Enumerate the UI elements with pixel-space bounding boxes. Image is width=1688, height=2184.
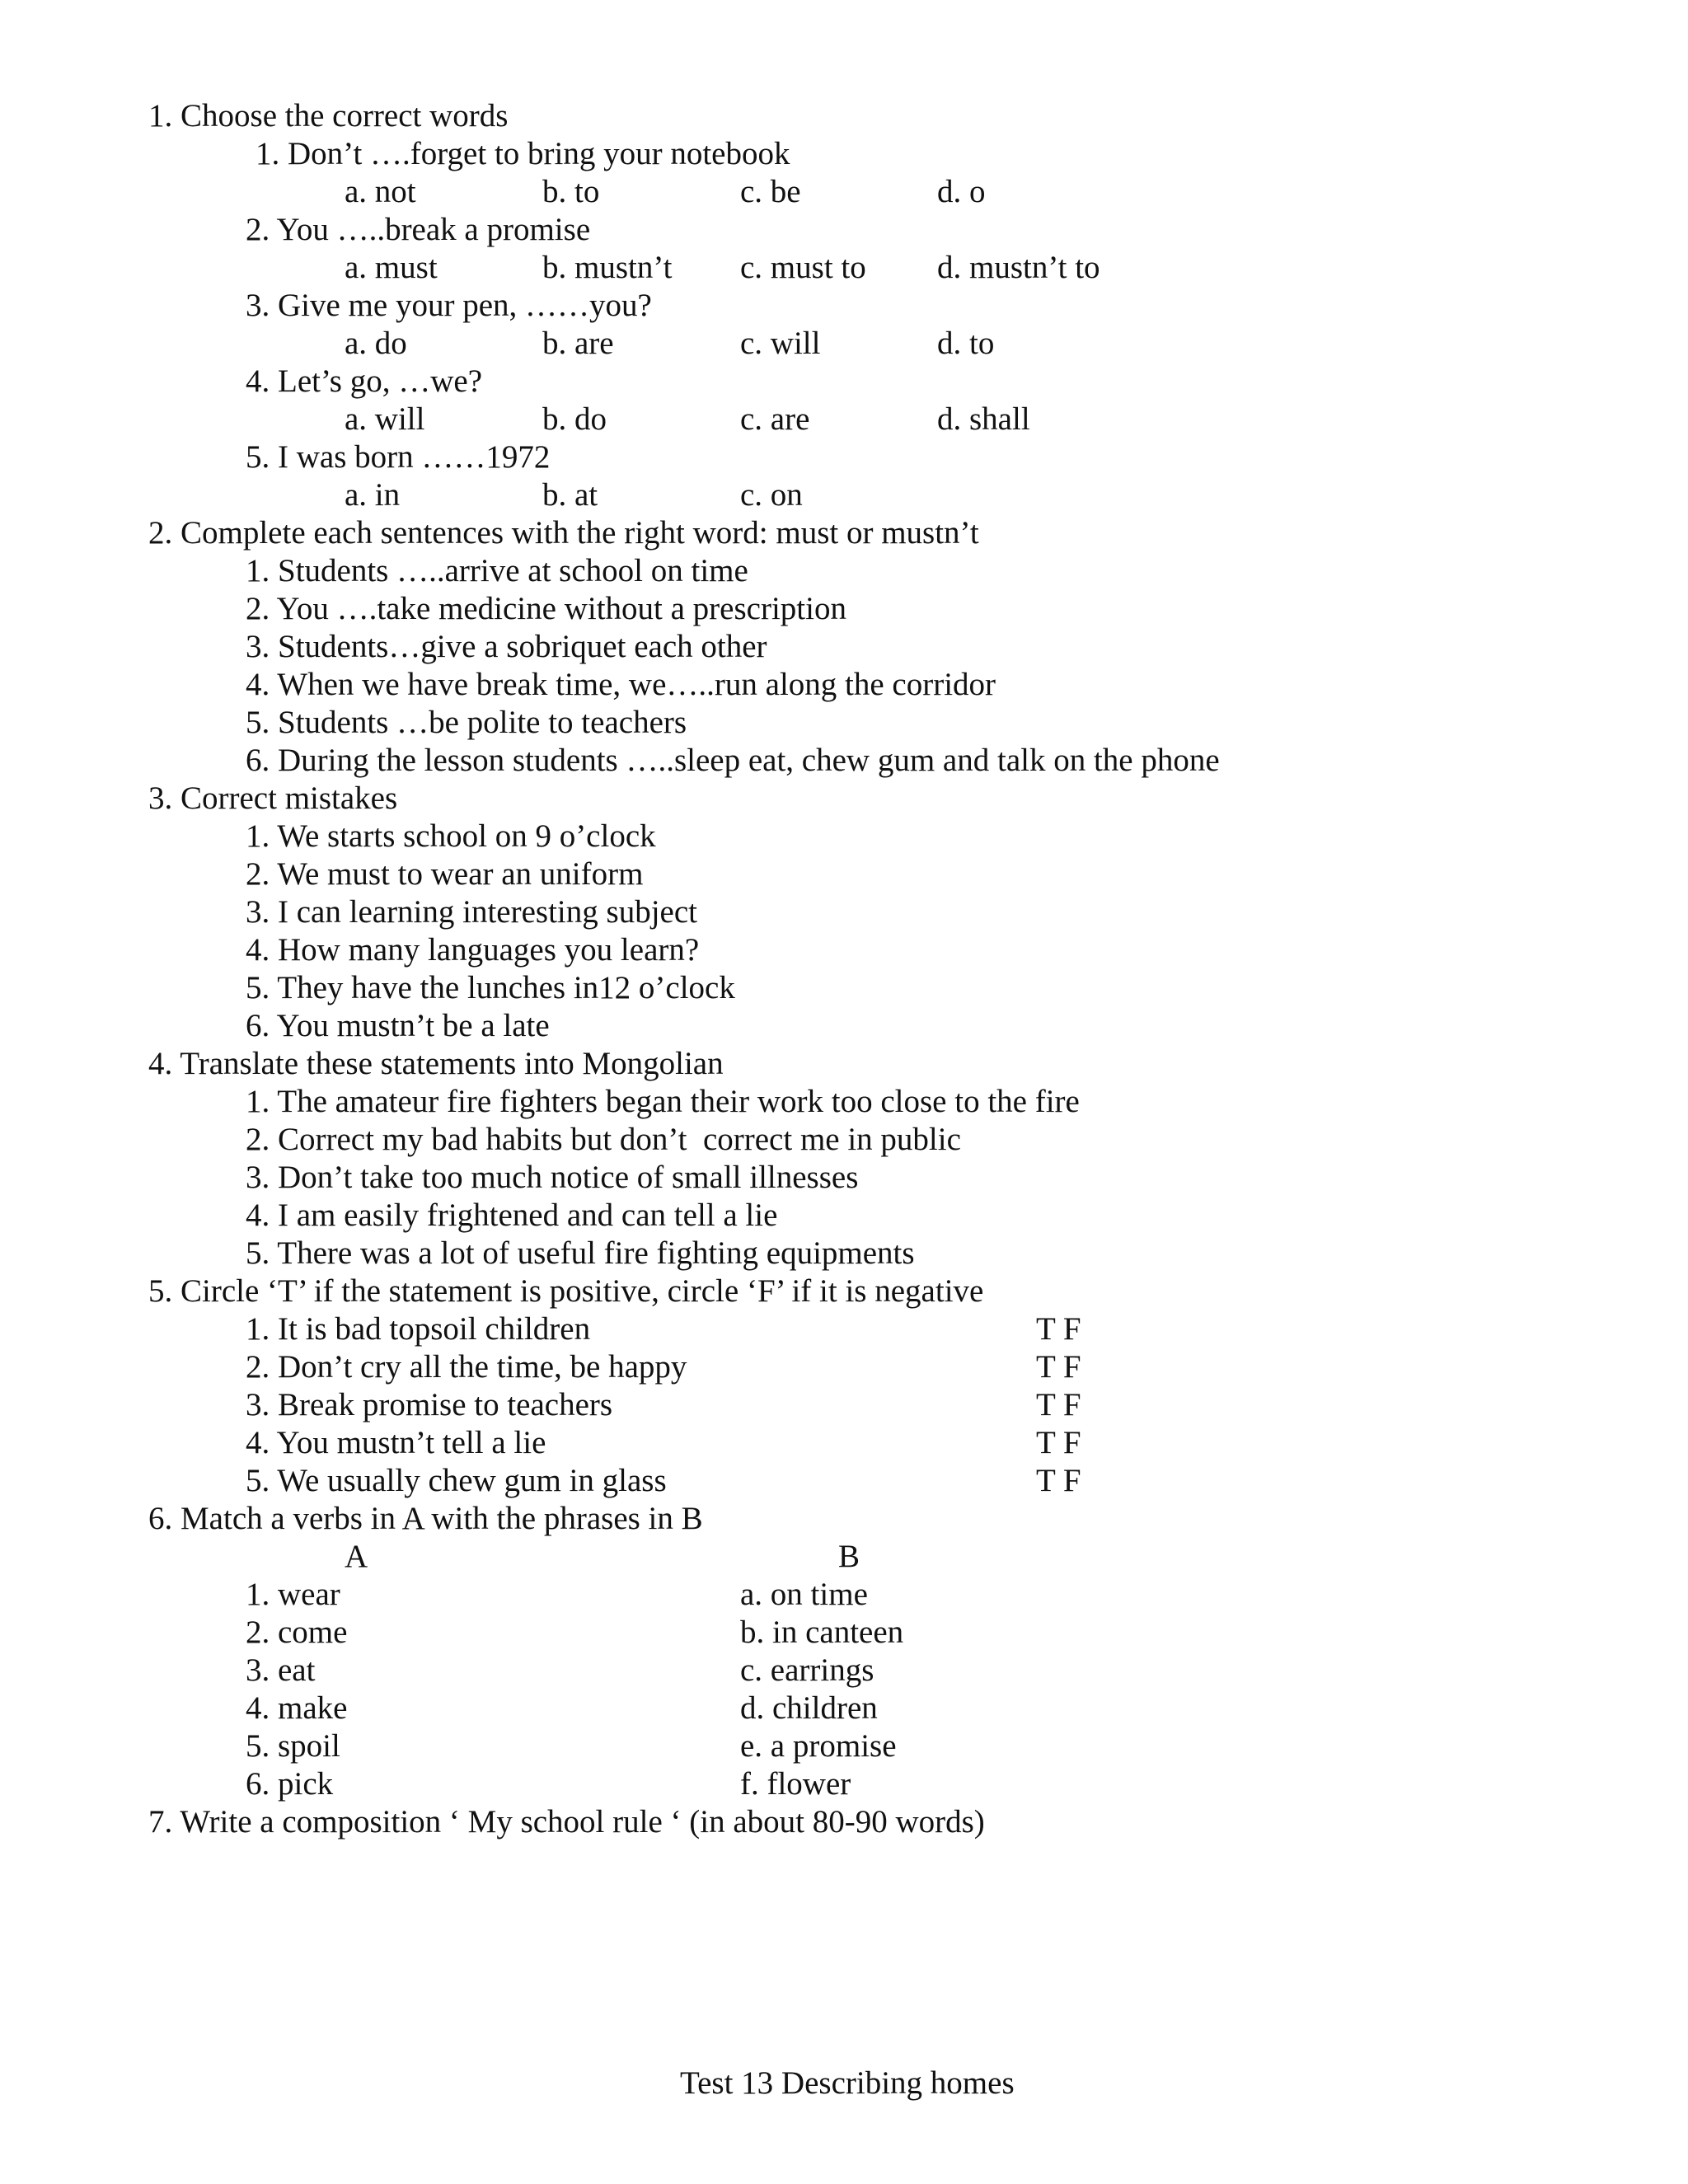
section-4-heading: 4. Translate these statements into Mongolian (148, 1046, 724, 1081)
match-a-3: 3. eat (246, 1652, 316, 1688)
option-1-2-d: d. mustn’t to (937, 250, 1100, 285)
option-1-3-c: c. will (740, 326, 821, 361)
section-7-heading: 7. Write a composition ‘ My school rule ‘ (in about 80-90 words) (148, 1804, 985, 1840)
option-1-2-c: c. must to (740, 250, 866, 285)
match-a-6: 6. pick (246, 1766, 334, 1802)
option-1-2-a: a. must (345, 250, 438, 285)
option-1-3-d: d. to (937, 326, 995, 361)
section-4-item-5: 5. There was a lot of useful fire fighting equipments (246, 1235, 915, 1271)
section-4-item-2: 2. Correct my bad habits but don’t correct me in public (246, 1122, 961, 1157)
option-1-1-c: c. be (740, 174, 801, 209)
section-2-item-3: 3. Students…give a sobriquet each other (246, 629, 767, 664)
section-5-item-3: 3. Break promise to teachers (246, 1387, 613, 1422)
option-1-1-a: a. not (345, 174, 416, 209)
section-4-item-4: 4. I am easily frightened and can tell a lie (246, 1197, 778, 1233)
section-2-item-5: 5. Students …be polite to teachers (246, 705, 687, 740)
match-b-6: f. flower (740, 1766, 851, 1802)
match-b-4: d. children (740, 1690, 878, 1726)
section-3-item-4: 4. How many languages you learn? (246, 932, 700, 968)
option-1-2-b: b. mustn’t (542, 250, 673, 285)
section-2-item-2: 2. You ….take medicine without a prescription (246, 591, 846, 626)
question-1-3: 3. Give me your pen, ……you? (246, 288, 652, 323)
section-3-item-2: 2. We must to wear an uniform (246, 856, 644, 892)
section-3-heading: 3. Correct mistakes (148, 780, 398, 816)
section-3-item-5: 5. They have the lunches in12 o’clock (246, 970, 735, 1005)
option-1-4-b: b. do (542, 401, 607, 437)
match-b-3: c. earrings (740, 1652, 874, 1688)
option-1-5-a: a. in (345, 477, 401, 513)
question-1-1: 1. Don’t ….forget to bring your notebook (256, 136, 790, 171)
question-1-2: 2. You …..break a promise (246, 212, 591, 247)
match-b-5: e. a promise (740, 1728, 897, 1764)
match-b-1: a. on time (740, 1577, 868, 1612)
column-a-header: A (345, 1539, 368, 1574)
section-4-item-3: 3. Don’t take too much notice of small illnesses (246, 1160, 859, 1195)
section-5-item-4: 4. You mustn’t tell a lie (246, 1425, 546, 1460)
match-a-1: 1. wear (246, 1577, 340, 1612)
page-footer: Test 13 Describing homes (680, 2065, 1015, 2101)
section-5-item-5: 5. We usually chew gum in glass (246, 1463, 667, 1498)
option-1-1-d: d. o (937, 174, 986, 209)
option-1-3-a: a. do (345, 326, 407, 361)
section-5-tf-3: T F (1036, 1387, 1081, 1422)
section-5-item-1: 1. It is bad topsoil children (246, 1311, 591, 1347)
section-5-tf-4: T F (1036, 1425, 1081, 1460)
section-1-heading: 1. Choose the correct words (148, 98, 509, 134)
match-a-2: 2. come (246, 1615, 348, 1650)
match-a-4: 4. make (246, 1690, 348, 1726)
option-1-5-c: c. on (740, 477, 803, 513)
option-1-1-b: b. to (542, 174, 600, 209)
question-1-4: 4. Let’s go, …we? (246, 363, 483, 399)
section-2-item-1: 1. Students …..arrive at school on time (246, 553, 748, 588)
option-1-5-b: b. at (542, 477, 598, 513)
match-b-2: b. in canteen (740, 1615, 904, 1650)
match-a-5: 5. spoil (246, 1728, 340, 1764)
option-1-3-b: b. are (542, 326, 614, 361)
section-5-tf-5: T F (1036, 1463, 1081, 1498)
section-2-item-6: 6. During the lesson students …..sleep eat, chew gum and talk on the phone (246, 743, 1220, 778)
option-1-4-a: a. will (345, 401, 425, 437)
option-1-4-d: d. shall (937, 401, 1030, 437)
section-3-item-3: 3. I can learning interesting subject (246, 894, 697, 930)
option-1-4-c: c. are (740, 401, 810, 437)
section-6-heading: 6. Match a verbs in A with the phrases in B (148, 1501, 703, 1536)
column-b-header: B (838, 1539, 860, 1574)
section-3-item-1: 1. We starts school on 9 o’clock (246, 818, 656, 854)
section-5-tf-1: T F (1036, 1311, 1081, 1347)
section-4-item-1: 1. The amateur fire fighters began their work too close to the fire (246, 1084, 1080, 1119)
section-5-heading: 5. Circle ‘T’ if the statement is positive, circle ‘F’ if it is negative (148, 1273, 984, 1309)
section-5-item-2: 2. Don’t cry all the time, be happy (246, 1349, 687, 1385)
section-5-tf-2: T F (1036, 1349, 1081, 1385)
section-2-item-4: 4. When we have break time, we…..run along the corridor (246, 667, 996, 702)
section-3-item-6: 6. You mustn’t be a late (246, 1008, 550, 1043)
question-1-5: 5. I was born ……1972 (246, 439, 551, 475)
section-2-heading: 2. Complete each sentences with the right word: must or mustn’t (148, 515, 979, 551)
